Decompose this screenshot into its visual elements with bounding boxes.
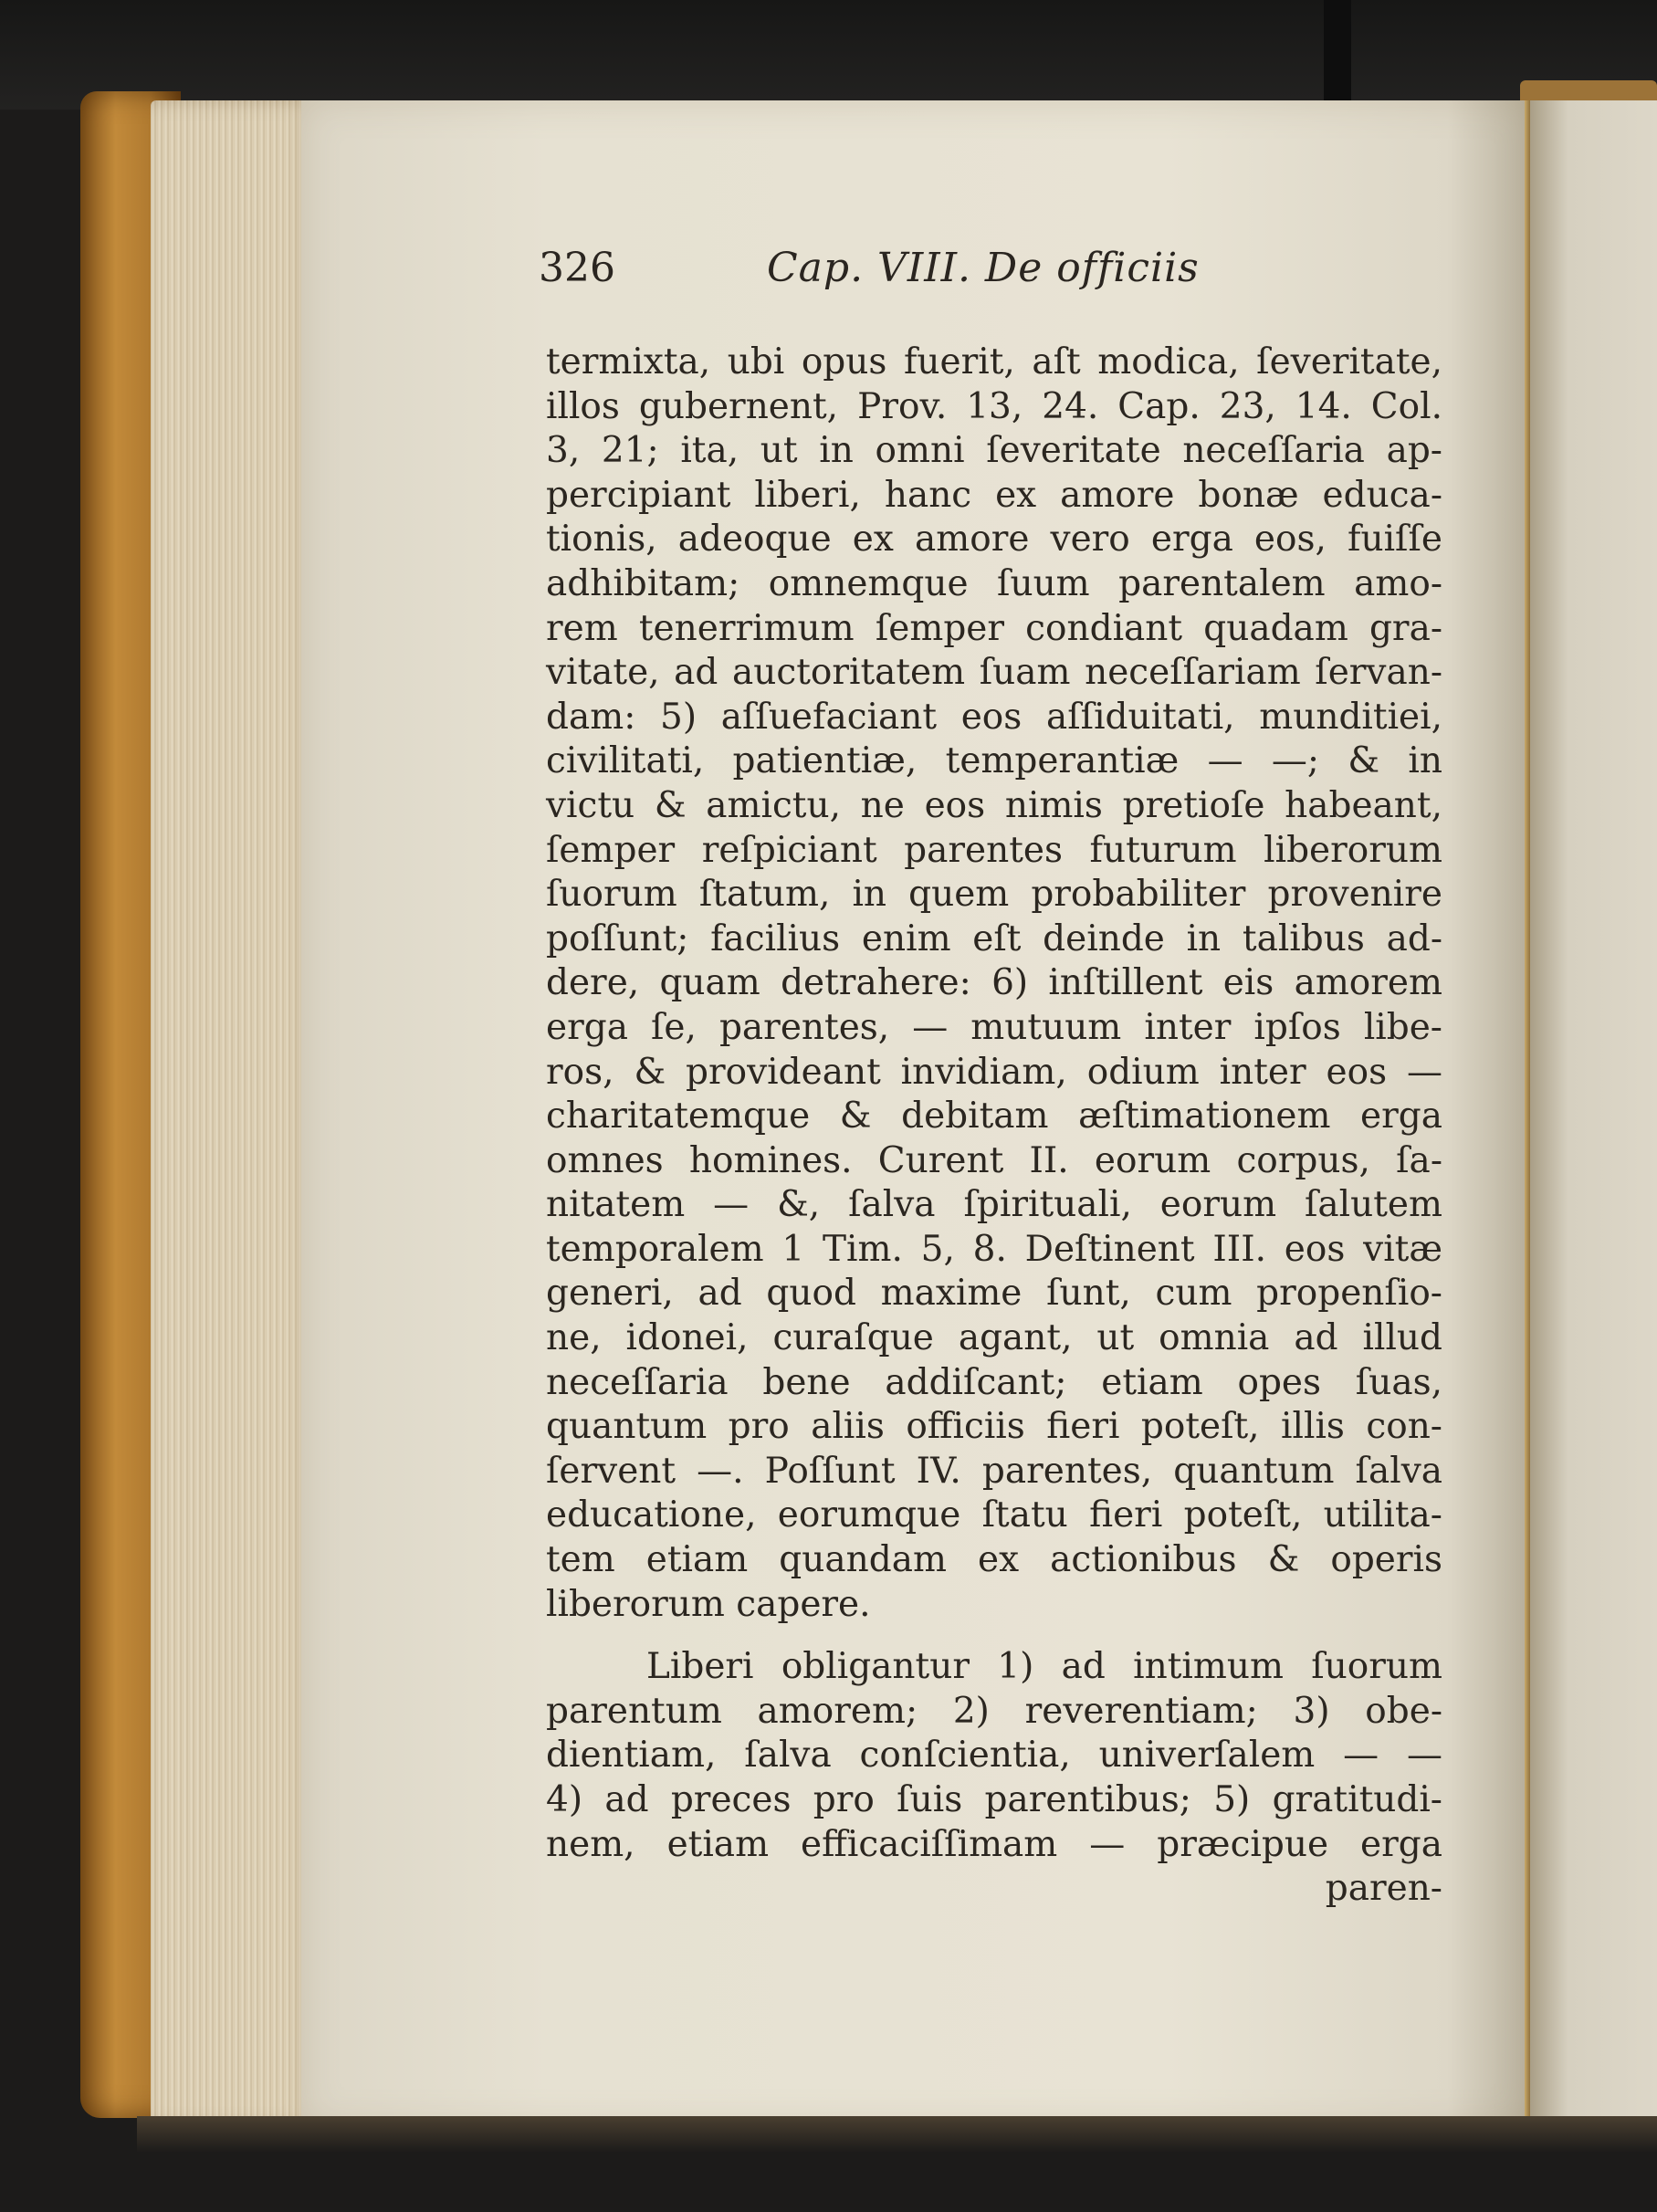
text-line: nitatem — &, ſalva ſpirituali, eorum ſalutem — [546, 1184, 1442, 1226]
text-line: adhibitam; omnemque ſuum parentalem amo- — [546, 562, 1442, 604]
text-line: percipiant liberi, hanc ex amore bonæ educa- — [546, 474, 1442, 516]
text-line: educatione, eorumque ſtatu fieri poteſt, utilita- — [546, 1494, 1442, 1536]
text-line: poſſunt; facilius enim eſt deinde in talibus ad- — [546, 917, 1442, 959]
text-line: victu & amictu, ne eos nimis pretioſe habeant, — [546, 784, 1442, 826]
text-line: ne, idonei, curaſque agant, ut omnia ad illud — [546, 1317, 1442, 1359]
text-line: dientiam, ſalva conſcientia, univerſalem — — — [546, 1735, 1442, 1777]
text-line: tem etiam quandam ex actionibus & operis — [546, 1539, 1442, 1581]
text-line: Liberi obligantur 1) ad intimum ſuorum — [646, 1646, 1442, 1688]
text-line: tionis, adeoque ex amore vero erga eos, fuiſſe — [546, 519, 1442, 561]
page-number: 326 — [539, 245, 615, 291]
running-head — [539, 245, 1214, 309]
text-line: dam: 5) aſſuefaciant eos aſſiduitati, munditiei, — [546, 696, 1442, 738]
text-line: rem tenerrimum ſemper condiant quadam gra- — [546, 607, 1442, 649]
paragraph-2 — [546, 1645, 1442, 1867]
text-line: termixta, ubi opus fuerit, aſt modica, ſeveritate, — [546, 341, 1442, 383]
text-line: ſuorum ſtatum, in quem probabiliter provenire — [546, 874, 1442, 916]
facing-page-edge — [1530, 100, 1657, 2127]
page-block-edges — [151, 100, 315, 2127]
catchword: paren- — [1325, 1868, 1442, 1910]
paragraph-gap — [546, 1627, 1442, 1645]
text-line: parentum amorem; 2) reverentiam; 3) obe- — [546, 1690, 1442, 1732]
text-line: neceſſaria bene addiſcant; etiam opes ſuas, — [546, 1361, 1442, 1403]
text-line: charitatemque & debitam æſtimationem erga — [546, 1096, 1442, 1137]
text-line: 3, 21; ita, ut in omni ſeveritate neceſſaria ap- — [546, 430, 1442, 472]
text-block — [546, 341, 1442, 1912]
text-line: generi, ad quod maxime ſunt, cum propenſio- — [546, 1273, 1442, 1315]
text-line: vitate, ad auctoritatem ſuam neceſſariam ſervan- — [546, 652, 1442, 694]
text-line: dere, quam detrahere: 6) inſtillent eis amorem — [546, 962, 1442, 1004]
backdrop — [0, 0, 1657, 110]
text-line: civilitati, patientiæ, temperantiæ — —; & in — [546, 740, 1442, 782]
text-line: liberorum capere. — [546, 1583, 871, 1625]
running-title: Cap. VIII. De officiis — [767, 245, 1200, 291]
paragraph-1 — [546, 341, 1442, 1627]
text-line: erga ſe, parentes, — mutuum inter ipſos libe- — [546, 1006, 1442, 1048]
text-line: omnes homines. Curent II. eorum corpus, ſa- — [546, 1139, 1442, 1181]
text-line: ſemper reſpiciant parentes futurum liberorum — [546, 829, 1442, 871]
bottom-shadow — [137, 2116, 1657, 2153]
text-line: illos gubernent, Prov. 13, 24. Cap. 23, 14. Col. — [546, 385, 1442, 427]
text-line: quantum pro aliis officiis fieri poteſt, illis con- — [546, 1406, 1442, 1448]
text-line: 4) ad preces pro ſuis parentibus; 5) gratitudi- — [546, 1779, 1442, 1820]
text-line: temporalem 1 Tim. 5, 8. Deſtinent III. eos vitæ — [546, 1228, 1442, 1270]
text-line: nem, etiam efficaciſſimam — præcipue erga — [546, 1823, 1442, 1865]
text-line: ros, & provideant invidiam, odium inter eos — — [546, 1051, 1442, 1093]
text-line: ſervent —. Poſſunt IV. parentes, quantum ſalva — [546, 1450, 1442, 1492]
background-object — [1324, 0, 1351, 100]
